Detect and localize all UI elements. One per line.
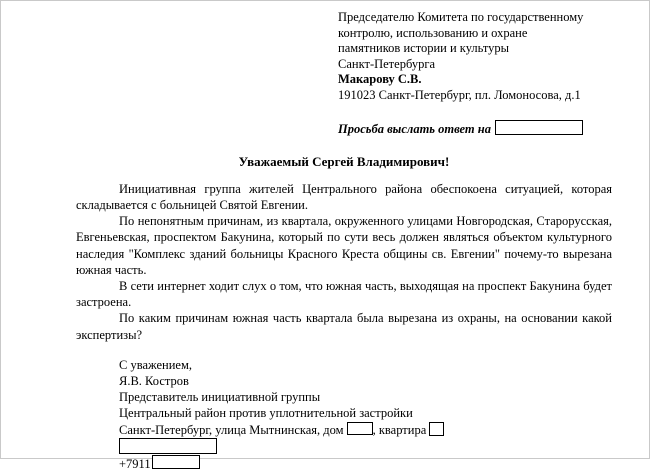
phone-prefix: +7911 bbox=[119, 457, 151, 472]
paragraph-quarter-cutout: По непонятным причинам, из квартала, окруженного улицами Новгородская, Старорусская, Евгеньевская, проспектом Бакунина, который по сути весь должен являться объектом культурного наследия "Комплекс зданий больницы Красного Креста общины св. Евгении" почему-то вырезана южная часть. bbox=[76, 214, 612, 277]
signature-email-line bbox=[119, 438, 612, 455]
recipient-postal-address: 191023 Санкт-Петербург, пл. Ломоносова, д.1 bbox=[338, 87, 581, 102]
signature-phone-line bbox=[119, 455, 612, 472]
redacted-reply-address-box bbox=[495, 120, 583, 135]
redacted-apartment-number-box bbox=[429, 422, 444, 436]
paragraph-concern: Инициативная группа жителей Центрального района обеспокоена ситуацией, которая складывается с больницей Святой Евгении. bbox=[76, 181, 612, 212]
reply-request-label: Просьба выслать ответ на bbox=[338, 121, 491, 136]
signature-organization: Центральный район против уплотнительной застройки bbox=[119, 406, 413, 421]
recipient-line: контролю, использованию и охране bbox=[338, 25, 528, 40]
signature-closing: С уважением, bbox=[119, 357, 192, 372]
signature-address-prefix: Санкт-Петербург, улица Мытнинская, дом bbox=[119, 422, 344, 437]
paragraph-question: По каким причинам южная часть квартала была вырезана из охраны, на основании какой экспертизы? bbox=[76, 311, 612, 342]
paragraph-rumor: В сети интернет ходит слух о том, что южная часть, выходящая на проспект Бакунина будет застроена. bbox=[76, 278, 612, 310]
signature-role: Представитель инициативной группы bbox=[119, 390, 321, 405]
salutation: Уважаемый Сергей Владимирович! bbox=[238, 153, 450, 169]
reply-request-line bbox=[338, 120, 612, 137]
redacted-house-number-box bbox=[347, 422, 373, 435]
recipient-name: Макарову С.В. bbox=[338, 72, 422, 87]
signature-name: Я.В. Костров bbox=[119, 374, 189, 388]
redacted-phone-number-box bbox=[152, 455, 200, 469]
recipient-line: Санкт-Петербурга bbox=[338, 56, 436, 71]
redacted-email-box bbox=[119, 438, 217, 454]
signature-block bbox=[76, 357, 612, 472]
signature-address-infix: , квартира bbox=[372, 422, 427, 437]
signature-address-line bbox=[119, 422, 612, 438]
recipient-line: Председателю Комитета по государственному bbox=[338, 10, 584, 24]
recipient-block bbox=[338, 10, 612, 104]
recipient-line: памятников истории и культуры bbox=[338, 41, 510, 56]
